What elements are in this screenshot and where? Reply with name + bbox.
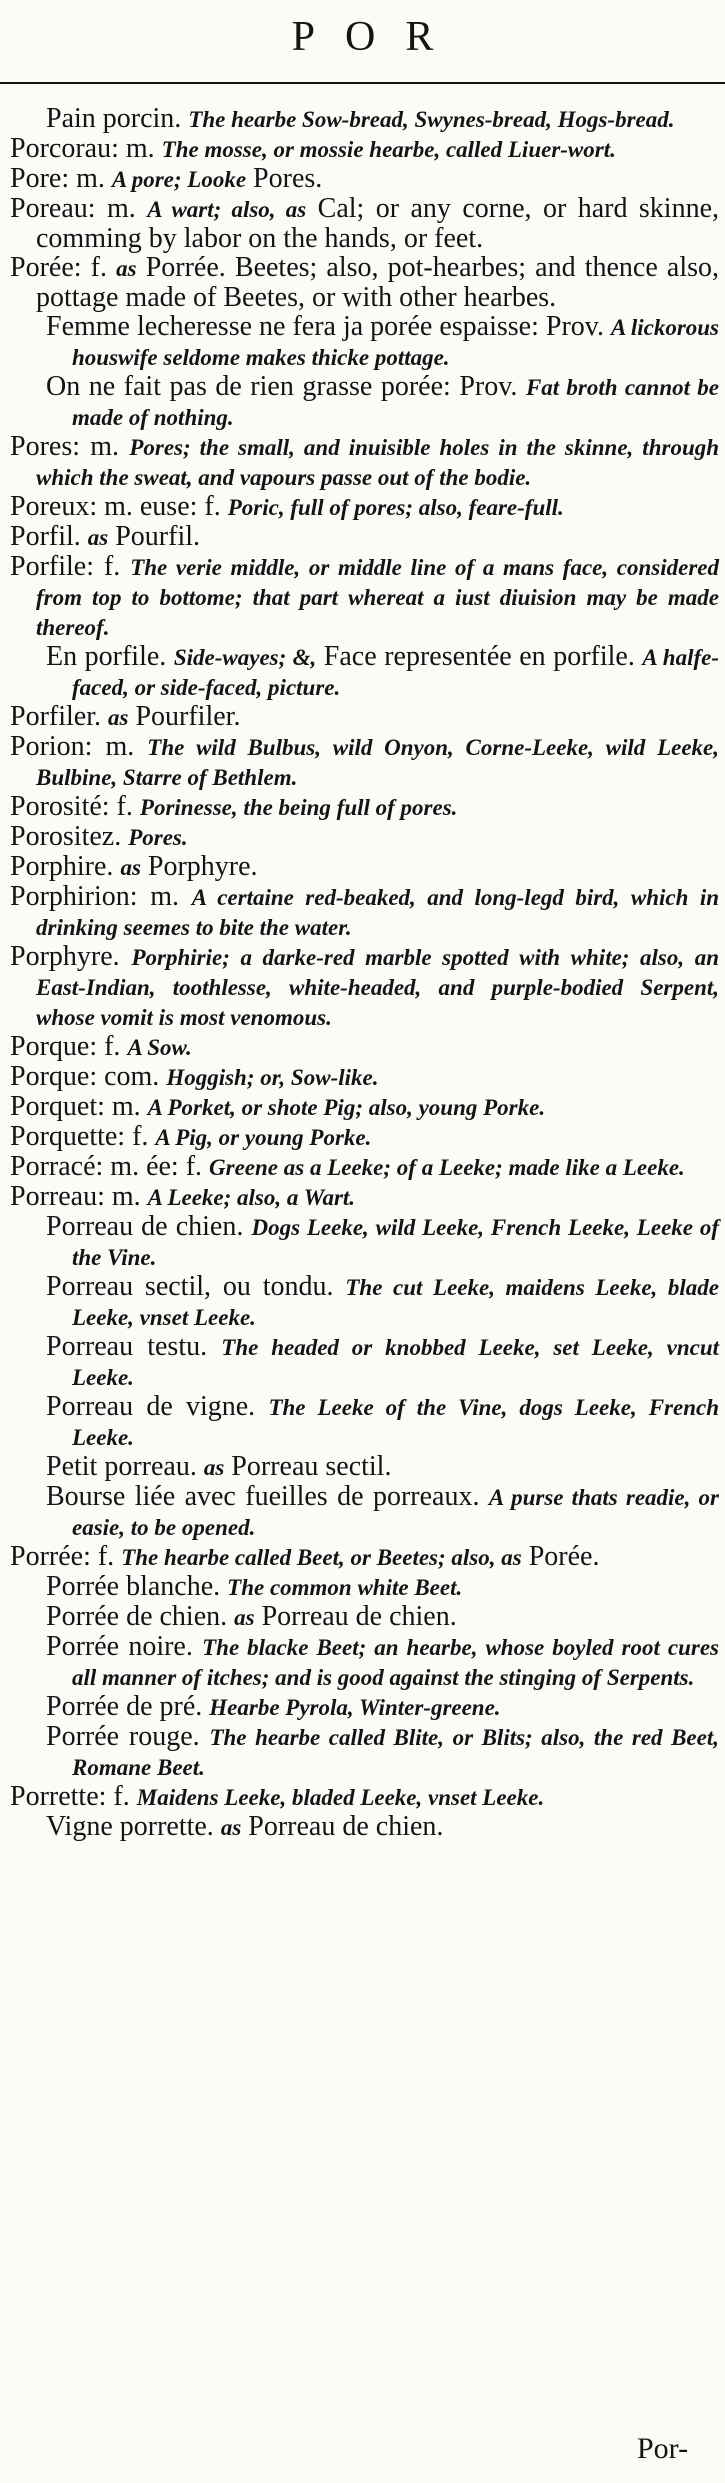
entry-headword: Porrette: f. [10,1781,130,1812]
entry-definition: A purse thats readie, or easie, to be opened. [72,1485,719,1540]
entry-headword: Porque: com. [10,1061,160,1092]
dictionary-entry [0,1032,725,1062]
dictionary-entry [0,822,725,852]
dictionary-entry [0,642,725,702]
entry-definition: Poric, full of pores; also, feare-full. [227,495,564,520]
entry-definition: A Porket, or shote Pig; also, young Porke. [147,1095,546,1120]
dictionary-entry [0,1092,725,1122]
entry-definition: The hearbe called Beet, or Beetes; also, as [121,1545,522,1570]
entry-definition: The common white Beet. [227,1575,463,1600]
entry-headword: Porfil. [10,521,81,552]
entry-headword: Porion: m. [10,731,135,762]
entry-headword: Porracé: m. ée: f. [10,1151,203,1182]
entry-definition: Hearbe Pyrola, Winter-greene. [209,1695,501,1720]
entry-headword: Porquette: f. [10,1121,149,1152]
entry-definition: as [203,1455,225,1480]
entry-definition: as [234,1605,255,1630]
dictionary-entry [0,1212,725,1272]
entry-definition: as [220,1815,242,1840]
dictionary-entry [0,1722,725,1782]
entry-headword: Petit porreau. [46,1451,197,1482]
dictionary-entry [0,522,725,552]
dictionary-entry [0,1182,725,1212]
entry-headword: Pores: m. [10,431,120,462]
dictionary-entry [0,1812,725,1842]
entry-definition: A certaine red-beaked, and long-legd bird, which in drinking seemes to bite the water. [36,885,720,940]
entry-headword: Porquet: m. [10,1091,141,1122]
catchword: Por- [637,2432,689,2465]
dictionary-entry [0,732,725,792]
entry-definition: A pore; Looke [111,167,247,192]
dictionary-entries [0,104,725,1842]
entry-reference: Porphyre. [147,851,258,882]
entry-headword: Vigne porrette. [46,1811,214,1842]
entry-reference: Face representée en porfile. [323,641,635,672]
entry-definition: Hoggish; or, Sow-like. [166,1065,379,1090]
entry-definition: The mosse, or mossie hearbe, called Liuer-wort. [161,137,616,162]
entry-reference: Porreau sectil. [231,1451,392,1482]
entry-definition: A wart; also, as [147,197,307,222]
entry-headword: Porque: f. [10,1031,121,1062]
dictionary-entry [0,492,725,522]
dictionary-entry [0,194,725,253]
entry-definition: The cut Leeke, maidens Leeke, blade Leeke, vnset Leeke. [72,1275,720,1330]
entry-headword: Porreau: m. [10,1181,141,1212]
entry-headword: Porrée noire. [46,1631,193,1662]
dictionary-entry [0,1152,725,1182]
entry-headword: Porphirion: m. [10,881,180,912]
dictionary-entry [0,134,725,164]
entry-headword: Pore: m. [10,163,105,194]
entry-headword: Porphire. [10,851,114,882]
entry-reference: Pourfiler. [135,701,241,732]
entry-definition: Fat broth cannot be made of nothing. [72,375,719,430]
dictionary-entry [0,1692,725,1722]
dictionary-entry [0,312,725,372]
entry-definition: Pores. [128,825,188,850]
dictionary-entry [0,852,725,882]
entry-definition: The blacke Beet; an hearbe, whose boyled root cures all manner of itches; and is good against the stinging of Serpents. [72,1635,719,1690]
entry-headword: On ne fait pas de rien grasse porée: Prov. [46,371,518,402]
entry-headword: Pain porcin. [46,103,182,134]
entry-headword: Bourse liée avec fueilles de porreaux. [46,1481,480,1512]
entry-reference: Pourfil. [115,521,201,552]
dictionary-entry [0,1272,725,1332]
entry-definition: A Leeke; also, a Wart. [147,1185,356,1210]
entry-definition: A halfe-faced, or side-faced, picture. [72,645,720,700]
dictionary-entry [0,253,725,312]
dictionary-entry [0,104,725,134]
entry-reference: Cal; or any corne, or hard skinne, comming by labor on the hands, or feet. [36,193,720,254]
entry-definition: Maidens Leeke, bladed Leeke, vnset Leeke. [136,1785,545,1810]
entry-reference: Porreau de chien. [248,1811,444,1842]
entry-headword: En porfile. [46,641,167,672]
header-rule [0,82,725,84]
entry-headword: Poreau: m. [10,193,136,224]
entry-definition: as [116,256,137,281]
dictionary-entry [0,1782,725,1812]
dictionary-entry [0,1572,725,1602]
entry-definition: as [108,705,129,730]
entry-definition: The wild Bulbus, wild Onyon, Corne-Leeke, wild Leeke, Bulbine, Starre of Bethlem. [36,735,719,790]
entry-reference: Pores. [253,163,323,194]
entry-headword: Porcorau: m. [10,133,155,164]
dictionary-entry [0,1602,725,1632]
entry-headword: Femme lecheresse ne fera ja porée espaisse: Prov. [46,311,604,342]
dictionary-entry [0,1542,725,1572]
entry-reference: Porée. [528,1541,600,1572]
entry-definition: Pores; the small, and inuisible holes in the skinne, through which the sweat, and vapours passe out of the bodie. [36,435,720,490]
entry-headword: Porée: f. [10,252,107,283]
dictionary-entry [0,702,725,732]
entry-headword: Porositez. [10,821,122,852]
entry-headword: Porphyre. [10,941,120,972]
dictionary-entry [0,164,725,194]
entry-definition: as [120,855,141,880]
dictionary-entry [0,1392,725,1452]
dictionary-entry [0,942,725,1032]
entry-headword: Porrée blanche. [46,1571,221,1602]
dictionary-entry [0,882,725,942]
entry-headword: Porfiler. [10,701,101,732]
entry-definition: Side-wayes; &, [173,645,317,670]
dictionary-entry [0,372,725,432]
entry-definition: Porinesse, the being full of pores. [139,795,458,820]
dictionary-entry [0,1452,725,1482]
page-title: POR [291,14,464,60]
entry-headword: Porrée rouge. [46,1721,200,1752]
entry-definition: Porphirie; a darke-red marble spotted with white; also, an East-Indian, toothlesse, white-headed, and purple-bodied Serpent, whose vomit is most venomous. [36,945,720,1030]
entry-headword: Porrée de chien. [46,1601,228,1632]
entry-definition: Dogs Leeke, wild Leeke, French Leeke, Leeke of the Vine. [72,1215,719,1270]
entry-headword: Porrée: f. [10,1541,115,1572]
entry-headword: Porrée de pré. [46,1691,203,1722]
entry-headword: Poreux: m. euse: f. [10,491,221,522]
entry-definition: The verie middle, or middle line of a mans face, considered from top to bottome; that part whereat a iust diuision may be made thereof. [36,555,720,640]
entry-definition: A Pig, or young Porke. [155,1125,372,1150]
entry-headword: Porosité: f. [10,791,133,822]
entry-headword: Porreau testu. [46,1331,208,1362]
dictionary-entry [0,552,725,642]
dictionary-entry [0,1482,725,1542]
dictionary-entry [0,1122,725,1152]
entry-headword: Porreau de chien. [46,1211,244,1242]
dictionary-entry [0,1632,725,1692]
dictionary-entry [0,1062,725,1092]
entry-definition: The hearbe called Blite, or Blits; also, the red Beet, Romane Beet. [72,1725,719,1780]
entry-definition: Greene as a Leeke; of a Leeke; made like a Leeke. [209,1155,685,1180]
entry-definition: The hearbe Sow-bread, Swynes-bread, Hogs-bread. [188,107,675,132]
entry-headword: Porfile: f. [10,551,121,582]
entry-reference: Porrée. Beetes; also, pot-hearbes; and thence also, pottage made of Beetes, or with other hearbes. [36,252,720,313]
dictionary-entry [0,432,725,492]
dictionary-entry [0,792,725,822]
entry-reference: Porreau de chien. [261,1601,457,1632]
entry-definition: The Leeke of the Vine, dogs Leeke, French Leeke. [72,1395,720,1450]
entry-definition: The headed or knobbed Leeke, set Leeke, vncut Leeke. [72,1335,720,1390]
entry-definition: as [87,525,109,550]
entry-definition: A lickorous houswife seldome makes thicke pottage. [72,315,720,370]
entry-definition: A Sow. [127,1035,192,1060]
entry-headword: Porreau sectil, ou tondu. [46,1271,334,1302]
entry-headword: Porreau de vigne. [46,1391,256,1422]
dictionary-entry [0,1332,725,1392]
